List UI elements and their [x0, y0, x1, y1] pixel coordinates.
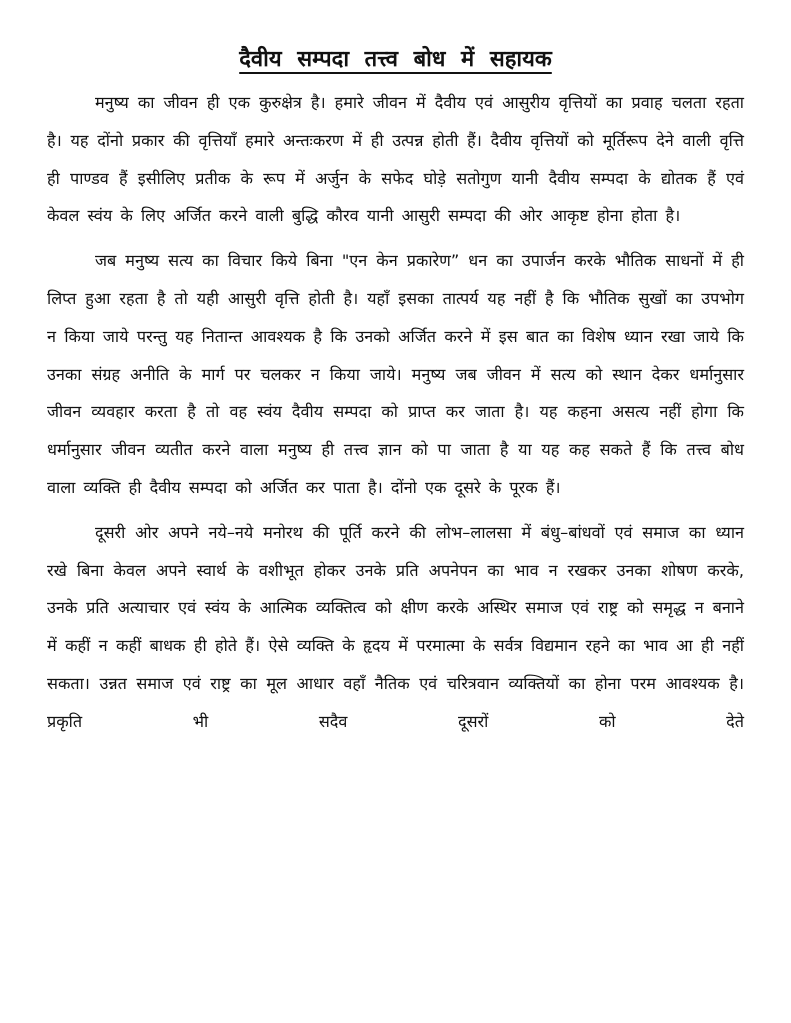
paragraph-1: मनुष्य का जीवन ही एक कुरुक्षेत्र है। हमारे जीवन में दैवीय एवं आसुरीय वृत्तियों का प्रवाह चलता रहता है। यह दोंनो प्रकार की वृत्तियाँ हमारे अन्तःकरण में ही उत्पन्न होती हैं। दैवीय वृत्तियों को मूर्तिरूप देने वाली वृत्ति ही पाण्डव हैं इसीलिए प्रतीक के रूप में अर्जुन के सफेद घोड़े सतोगुण यानी दैवीय सम्पदा के द्योतक हैं एवं केवल स्वंय के लिए अर्जित करने वाली बुद्धि कौरव यानी आसुरी सम्पदा की ओर आकृष्ट होना होता है।	[47, 93, 744, 226]
paragraph-3: दूसरी ओर अपने नये–नये मनोरथ की पूर्ति करने की लोभ–लालसा में बंधु–बांधवों एवं समाज का ध्यान रखे बिना केवल अपने स्वार्थ के वशीभूत होकर उनके प्रति अपनेपन का भाव न रखकर उनका शोषण करके, उनके प्रति अत्याचार एवं स्वंय के आत्मिक व्यक्तित्व को क्षीण करके अस्थिर समाज एवं राष्ट्र को समृद्ध न बनाने में कहीं न कहीं बाधक ही होते हैं। ऐसे व्यक्ति के हृदय में परमात्मा के सर्वत्र विद्यमान रहने का भाव आ ही नहीं सकता। उन्नत समाज एवं राष्ट्र का मूल आधार वहाँ नैतिक एवं चरित्रवान व्यक्तियों का होना परम आवश्यक है। प्रकृति भी सदैव दूसरों को देते	[47, 522, 744, 731]
paragraph-2: जब मनुष्य सत्य का विचार किये बिना "एन केन प्रकारेण” धन का उपार्जन करके भौतिक साधनों में ही लिप्त हुआ रहता है तो यही आसुरी वृत्ति होती है। यहाँ इसका तात्पर्य यह नहीं है कि भौतिक सुखों का उपभोग न किया जाये परन्तु यह नितान्त आवश्यक है कि उनको अर्जित करने में इस बात का विशेष ध्यान रखा जाये कि उनका संग्रह अनीति के मार्ग पर चलकर न किया जाये। मनुष्य जब जीवन में सत्य को स्थान देकर धर्मानुसार जीवन व्यवहार करता है तो वह स्वंय दैवीय सम्पदा को प्राप्त कर जाता है। यह कहना असत्य नहीं होगा कि धर्मानुसार जीवन व्यतीत करने वाला मनुष्य ही तत्त्व ज्ञान को पा जाता है या यह कह सकते हैं कि तत्त्व बोध वाला व्यक्ति ही दैवीय सम्पदा को अर्जित कर पाता है। दोंनो एक दूसरे के पूरक हैं।	[47, 251, 744, 497]
document-body	[47, 84, 744, 748]
page-title: दैवीय सम्पदा तत्त्व बोध में सहायक	[239, 47, 552, 72]
